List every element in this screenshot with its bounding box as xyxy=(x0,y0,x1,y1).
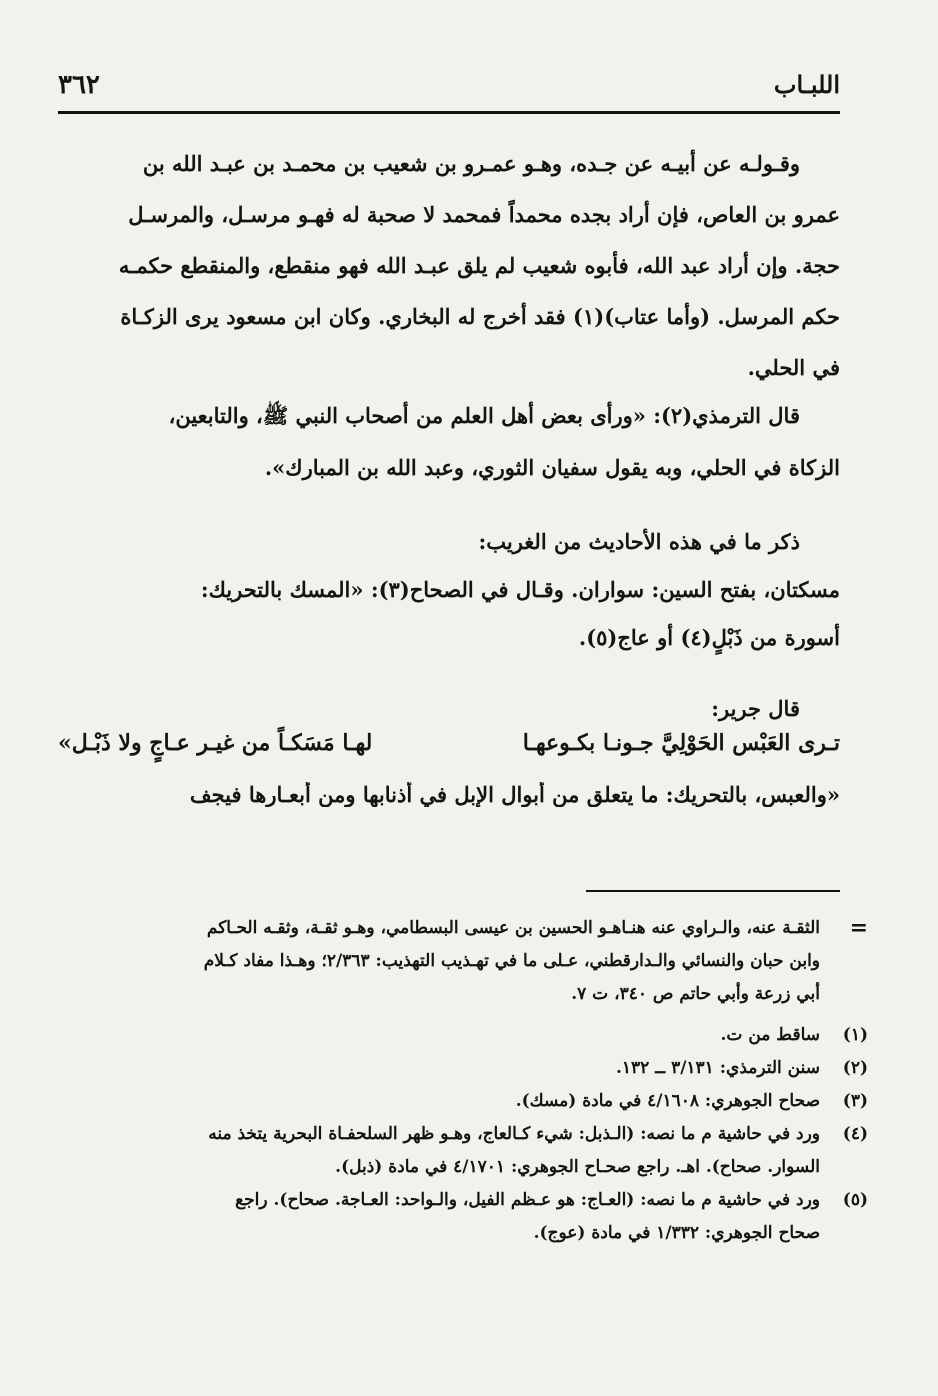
text-line: الزكاة في الحلي، وبه يقول سفيان الثوري، وعبد الله بن المبارك». xyxy=(264,455,840,480)
footnote-2 xyxy=(58,1052,868,1085)
poem-hemistich-first: تـرى العَبْس الحَوْلِيَّ جـونـا بكـوعهـا xyxy=(522,730,840,756)
footnote-5 xyxy=(58,1184,868,1250)
text-line: «والعبس، بالتحريك: ما يتعلق من أبوال الإبل في أذنابها ومن أبعـارها فيجف xyxy=(189,782,840,807)
footnotes xyxy=(58,912,868,1250)
continuation-mark: = xyxy=(849,915,868,941)
poem-hemistich-second: لهـا مَسَكـاً من غيـر عـاجٍ ولا ذَبْـل» xyxy=(58,730,373,756)
section-heading: ذكر ما في هذه الأحاديث من الغريب: xyxy=(478,529,800,554)
text-line: عمرو بن العاص، فإن أراد بجده محمداً فمحمد لا صحبة له فهـو مرسـل، والمرسـل xyxy=(128,202,840,227)
footnote-line: وابن حبان والنسائي والـدارقطني، عـلى ما في تهـذيب التهذيب: ٢/٣٦٣؛ وهـذا مفاد كـلام xyxy=(203,951,820,971)
footnote-1 xyxy=(58,1019,868,1052)
footnote-continuation xyxy=(58,912,868,1011)
page-number: ٣٦٢ xyxy=(58,70,100,100)
footnote-rule xyxy=(586,890,840,892)
text-line: قال جرير: xyxy=(711,696,800,721)
footnote-line: الثقـة عنه، والـراوي عنه هنـاهـو الحسين بن عيسى البسطامي، وهـو ثقـة، وثقـه الحـاكم xyxy=(206,918,820,938)
header-rule xyxy=(58,111,840,114)
footnote-number: (٥) xyxy=(842,1190,868,1210)
text-line: حجة. وإن أراد عبد الله، فأبوه شعيب لم يلق عبـد الله فهو منقطع، والمنقطع حكمـه xyxy=(118,253,840,278)
text-line: وقـولـه عن أبيـه عن جـده، وهـو عمـرو بن شعيب بن محمـد بن عبـد الله بن xyxy=(142,151,800,176)
footnote-line: صحاح الجوهري: ١/٣٣٢ في مادة (عوج). xyxy=(533,1223,820,1243)
footnote-line: ورد في حاشية م ما نصه: (العـاج: هو عـظم الفيل، والـواحد: العـاجة. صحاح). راجع xyxy=(235,1190,820,1210)
footnote-line: سنن الترمذي: ٣/١٣١ ــ ١٣٢. xyxy=(615,1058,820,1078)
footnote-line: أبي زرعة وأبي حاتم ص ٣٤٠، ت ٧. xyxy=(571,984,820,1004)
footnote-3 xyxy=(58,1085,868,1118)
footnote-line: السوار. صحاح). اهـ. راجع صحـاح الجوهري: ٤/١٧٠١ في مادة (ذبل). xyxy=(335,1157,820,1177)
text-line: قال الترمذي(٢): «ورأى بعض أهل العلم من أصحاب النبي ﷺ، والتابعين، xyxy=(168,403,800,428)
footnote-line: ساقط من ت. xyxy=(720,1025,820,1045)
text-line: مسكتان، بفتح السين: سواران. وقـال في الصحاح(٣): «المسك بالتحريك: xyxy=(200,577,840,602)
paragraph-hadith-commentary xyxy=(58,138,840,393)
poem-verse xyxy=(58,730,840,770)
footnote-number: (٣) xyxy=(842,1091,868,1111)
running-title: اللبـاب xyxy=(773,70,840,99)
footnote-number: (٤) xyxy=(842,1124,868,1144)
running-header xyxy=(58,70,840,106)
footnote-line: ورد في حاشية م ما نصه: (الـذبل: شيء كـالعاج، وهـو ظهر السلحفـاة البحرية يتخذ منه xyxy=(208,1124,820,1144)
text-line: حكم المرسل. (وأما عتاب)(١) فقد أخرج له البخاري. وكان ابن مسعود يرى الزكـاة xyxy=(120,304,840,329)
poet-attribution xyxy=(58,684,840,734)
footnote-number: (٢) xyxy=(842,1058,868,1078)
footnote-number: (١) xyxy=(842,1025,868,1045)
paragraph-gharib xyxy=(58,518,840,662)
footnote-4 xyxy=(58,1118,868,1184)
footnote-line: صحاح الجوهري: ٤/١٦٠٨ في مادة (مسك). xyxy=(515,1091,820,1111)
text-line: أسورة من ذَبْلٍ(٤) أو عاج(٥). xyxy=(578,625,840,650)
text-line: في الحلي. xyxy=(747,355,840,380)
paragraph-tirmidhi-quote xyxy=(58,390,840,494)
